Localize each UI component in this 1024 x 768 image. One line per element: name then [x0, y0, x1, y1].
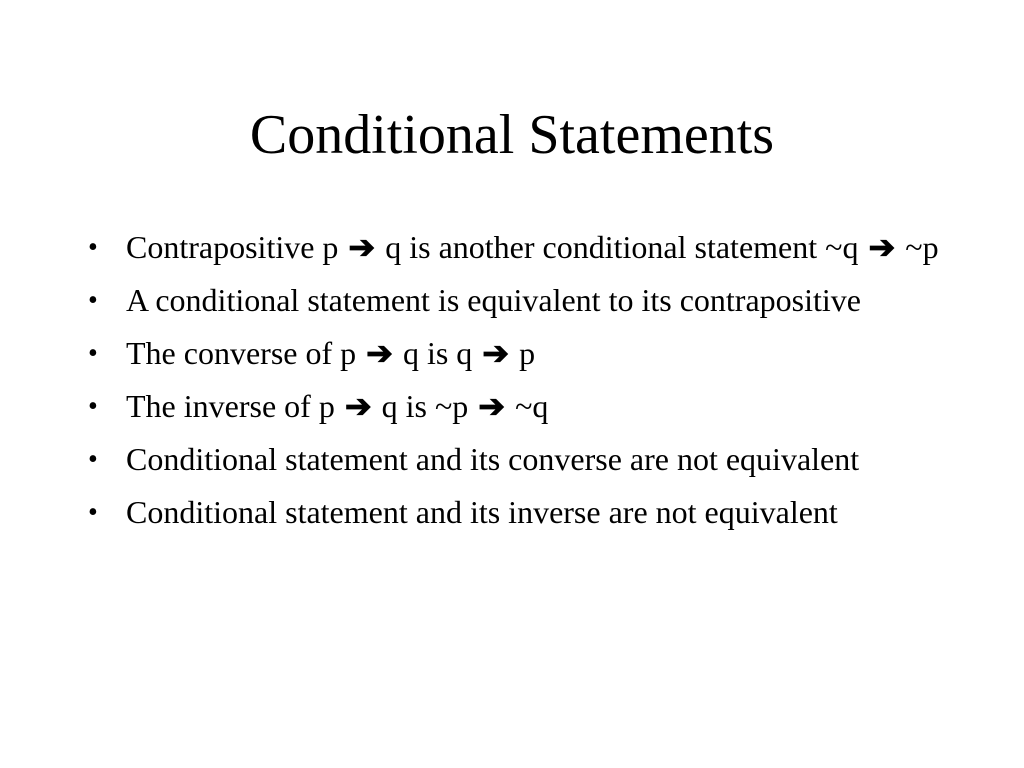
bullet-item	[88, 279, 948, 322]
bullet-text: ~q	[507, 388, 549, 424]
bullet-dot-icon: •	[88, 338, 98, 369]
bullet-dot-icon: •	[88, 444, 98, 475]
bullet-item	[88, 226, 948, 269]
bullet-text: Conditional statement and its inverse are not equivalent	[126, 494, 838, 530]
arrow-icon: ➔	[482, 335, 510, 371]
bullet-text: q is another conditional statement ~q	[377, 229, 867, 265]
arrow-icon: ➔	[478, 388, 506, 424]
bullet-item	[88, 332, 948, 375]
arrow-icon: ➔	[868, 229, 896, 265]
bullet-list	[88, 226, 948, 544]
bullet-text: q is q	[394, 335, 481, 371]
bullet-text: ~p	[897, 229, 939, 265]
bullet-text: q is ~p	[373, 388, 477, 424]
bullet-text: p	[511, 335, 536, 371]
bullet-dot-icon: •	[88, 285, 98, 316]
bullet-text: The converse of p	[126, 335, 365, 371]
bullet-text: Contrapositive p	[126, 229, 347, 265]
arrow-icon: ➔	[366, 335, 393, 371]
bullet-item	[88, 438, 948, 481]
arrow-icon: ➔	[344, 388, 372, 424]
slide-title: Conditional Statements	[249, 104, 775, 166]
bullet-item	[88, 385, 948, 428]
bullet-dot-icon: •	[88, 497, 98, 528]
arrow-icon: ➔	[348, 229, 376, 265]
bullet-text: Conditional statement and its converse are not equivalent	[126, 441, 860, 477]
bullet-item	[88, 491, 948, 534]
bullet-dot-icon: •	[88, 232, 98, 263]
bullet-dot-icon: •	[88, 391, 98, 422]
bullet-text: A conditional statement is equivalent to its contrapositive	[126, 282, 861, 318]
bullet-text: The inverse of p	[126, 388, 343, 424]
